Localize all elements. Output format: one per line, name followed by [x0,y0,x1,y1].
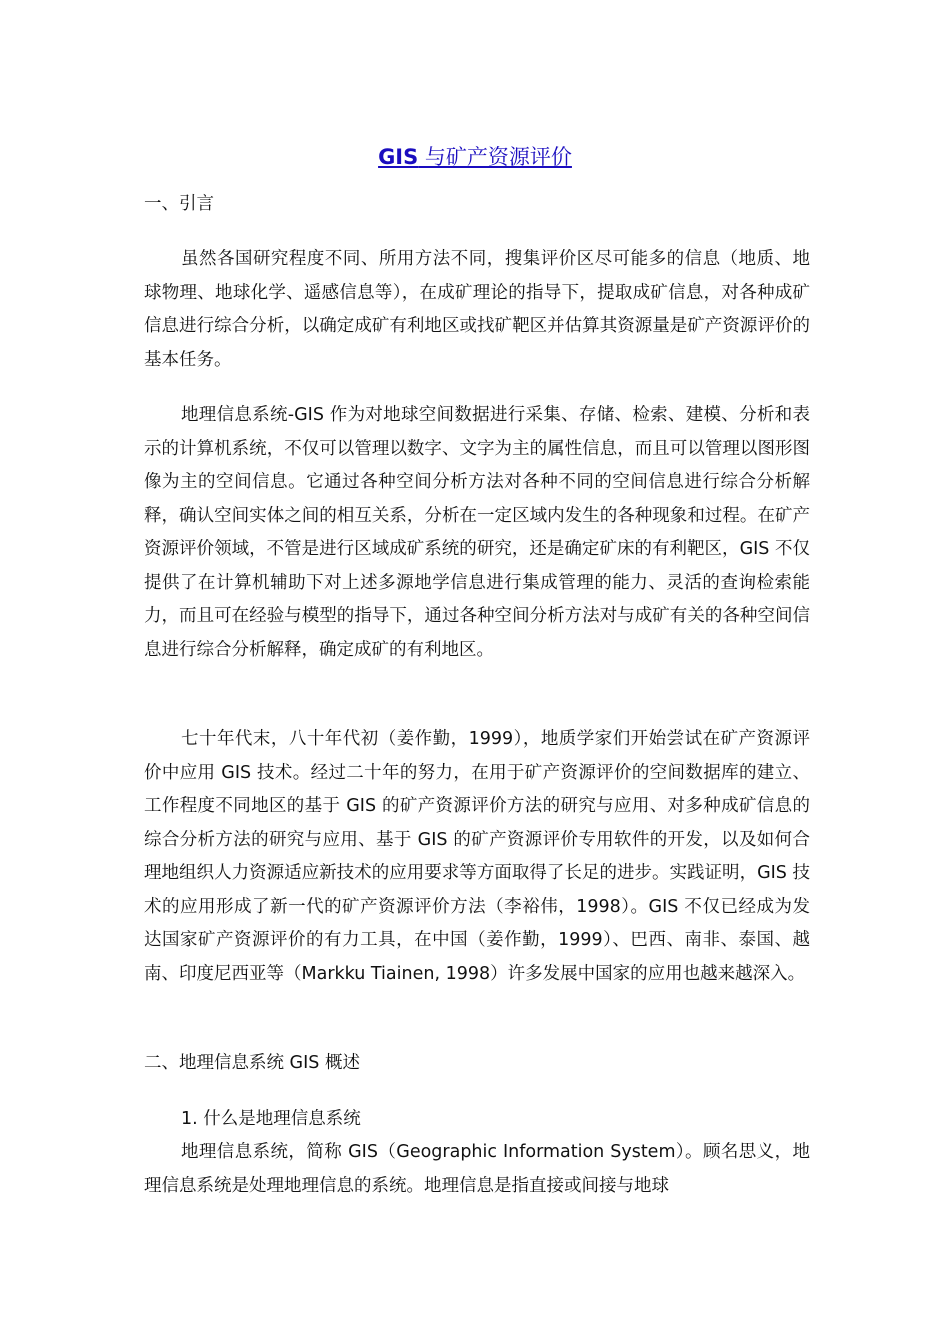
document-title [0,140,950,174]
document-title-link[interactable] [378,145,572,169]
title-rest: 与矿产资源评价 [418,145,572,169]
subsection-heading-what-is-gis: 1. 什么是地理信息系统 [181,1109,361,1129]
section-heading-gis-overview: 二、地理信息系统 GIS 概述 [144,1053,360,1073]
paragraph-3: 七十年代末，八十年代初（姜作勤，1999），地质学家们开始尝试在矿产资源评价中应用 GIS 技术。经过二十年的努力，在用于矿产资源评价的空间数据库的建立、工作程度不同地区的基于 GIS 的矿产资源评价方法的研究与应用、对多种成矿信息的综合分析方法的研究与应用、基于 GIS 的矿产资源评价专用软件的开发，以及如何合理地组织人力资源适应新技术的应用要求等方面取得了长足的进步。实践证明，GIS 技术的应用形成了新一代的矿产资源评价方法（李裕伟，1998）。GIS 不仅已经成为发达国家矿产资源评价的有力工具，在中国（姜作勤，1999）、巴西、南非、泰国、越南、印度尼西亚等（Markku Tiainen, 1998）许多发展中国家的应用也越来越深入。 [144,729,810,984]
paragraph-1: 虽然各国研究程度不同、所用方法不同，搜集评价区尽可能多的信息（地质、地球物理、地球化学、遥感信息等），在成矿理论的指导下，提取成矿信息，对各种成矿信息进行综合分析，以确定成矿有利地区或找矿靶区并估算其资源量是矿产资源评价的基本任务。 [144,249,810,370]
paragraph-4: 地理信息系统，简称 GIS（Geographic Information System）。顾名思义，地理信息系统是处理地理信息的系统。地理信息是指直接或间接与地球 [144,1142,810,1196]
section-heading-introduction: 一、引言 [144,194,214,214]
paragraph-2: 地理信息系统-GIS 作为对地球空间数据进行采集、存储、检索、建模、分析和表示的计算机系统，不仅可以管理以数字、文字为主的属性信息，而且可以管理以图形图像为主的空间信息。它通过各种空间分析方法对各种不同的空间信息进行综合分析解释，确认空间实体之间的相互关系，分析在一定区域内发生的各种现象和过程。在矿产资源评价领域，不管是进行区域成矿系统的研究，还是确定矿床的有利靶区，GIS 不仅提供了在计算机辅助下对上述多源地学信息进行集成管理的能力、灵活的查询检索能力，而且可在经验与模型的指导下，通过各种空间分析方法对与成矿有关的各种空间信息进行综合分析解释，确定成矿的有利地区。 [144,405,810,660]
title-gis: GIS [378,145,419,169]
